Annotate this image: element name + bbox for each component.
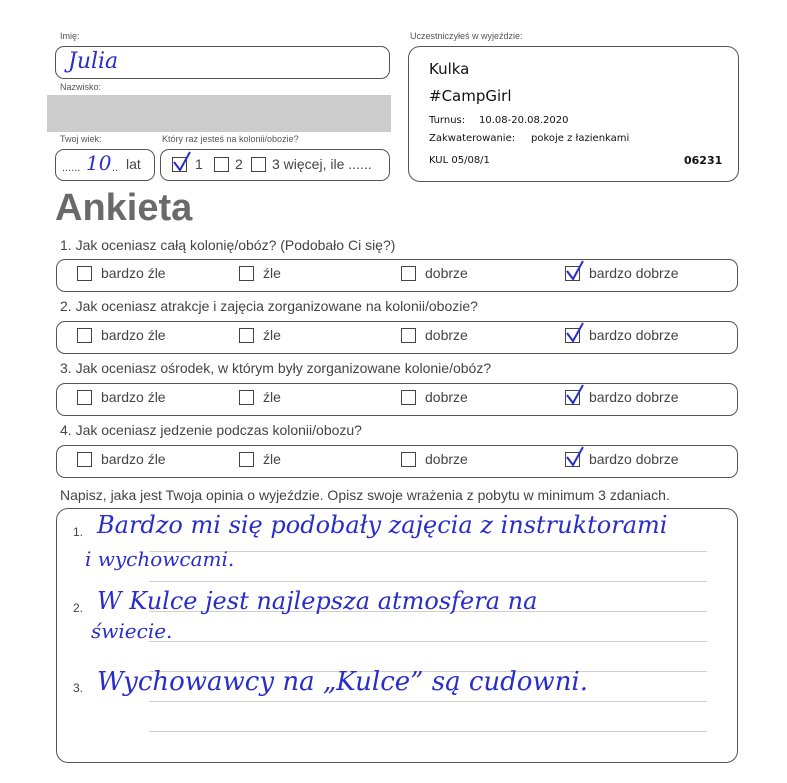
checkbox[interactable] bbox=[77, 390, 92, 405]
camp-code: KUL 05/08/1 bbox=[429, 155, 490, 166]
option-label: źle bbox=[263, 451, 281, 467]
turnus-value: 10.08-20.08.2020 bbox=[479, 115, 569, 126]
opinion-box[interactable] bbox=[56, 508, 738, 763]
entry-1-line1: Bardzo mi się podobały zajęcia z instruktorami bbox=[97, 511, 668, 539]
surname-label: Nazwisko: bbox=[60, 82, 102, 92]
age-value: 10 bbox=[86, 151, 112, 175]
q1-option-dobrze[interactable] bbox=[401, 265, 468, 281]
checkbox-checked[interactable] bbox=[565, 328, 580, 343]
ruled-line bbox=[149, 701, 707, 702]
q4-option-dobrze[interactable] bbox=[401, 451, 468, 467]
checkbox[interactable] bbox=[401, 452, 416, 467]
option-label: źle bbox=[263, 327, 281, 343]
checkbox[interactable] bbox=[401, 328, 416, 343]
visit-option-3-label: 3 więcej, ile ...... bbox=[272, 156, 372, 172]
age-label: Twoj wiek: bbox=[60, 134, 102, 144]
checkbox[interactable] bbox=[239, 452, 254, 467]
q2-option-bardzo-dobrze[interactable] bbox=[565, 327, 679, 343]
q1-option-zle[interactable] bbox=[239, 265, 281, 281]
ruled-line bbox=[149, 731, 707, 732]
turnus-label: Turnus: bbox=[429, 115, 466, 126]
q2-option-zle[interactable] bbox=[239, 327, 281, 343]
checkbox[interactable] bbox=[401, 390, 416, 405]
checkmark-icon bbox=[564, 445, 586, 469]
accommodation-label: Zakwaterowanie: bbox=[429, 133, 516, 144]
checkbox[interactable] bbox=[77, 328, 92, 343]
camp-hashtag: #CampGirl bbox=[429, 87, 512, 105]
checkbox[interactable] bbox=[77, 266, 92, 281]
camp-number: 06231 bbox=[684, 154, 723, 167]
option-label: dobrze bbox=[425, 265, 468, 281]
checkbox[interactable] bbox=[77, 452, 92, 467]
checkbox-checked[interactable] bbox=[565, 266, 580, 281]
visit-field bbox=[160, 149, 390, 181]
entry-3-number: 3. bbox=[73, 681, 84, 695]
checkbox[interactable] bbox=[239, 390, 254, 405]
entry-1-number: 1. bbox=[73, 525, 84, 539]
camp-name: Kulka bbox=[429, 60, 470, 78]
question-1-options bbox=[56, 259, 738, 292]
name-label: Imię: bbox=[60, 31, 80, 41]
question-1-text: 1. Jak oceniasz całą kolonię/obóz? (Podobało Ci się?) bbox=[60, 237, 396, 253]
q4-option-bardzo-dobrze[interactable] bbox=[565, 451, 679, 467]
entry-2-line1: W Kulce jest najlepsza atmosfera na bbox=[97, 587, 538, 615]
q2-option-dobrze[interactable] bbox=[401, 327, 468, 343]
visit-option-3-checkbox[interactable] bbox=[251, 157, 266, 172]
entry-1-line2: i wychowcami. bbox=[85, 547, 235, 571]
entry-2-line2: świecie. bbox=[91, 619, 173, 643]
option-label: źle bbox=[263, 265, 281, 281]
participant-label: Uczestniczyłeś w wyjeździe: bbox=[410, 31, 523, 41]
checkmark-icon bbox=[564, 321, 586, 345]
name-field[interactable] bbox=[55, 46, 390, 79]
visit-option-2-checkbox[interactable] bbox=[214, 157, 229, 172]
camp-card bbox=[408, 46, 739, 182]
question-3-options bbox=[56, 383, 738, 416]
question-4-options bbox=[56, 445, 738, 478]
option-label: bardzo dobrze bbox=[589, 389, 679, 405]
q3-option-bardzo-zle[interactable] bbox=[77, 389, 166, 405]
option-label: bardzo źle bbox=[101, 265, 166, 281]
checkbox[interactable] bbox=[239, 266, 254, 281]
q4-option-bardzo-zle[interactable] bbox=[77, 451, 166, 467]
option-label: dobrze bbox=[425, 389, 468, 405]
option-label: bardzo dobrze bbox=[589, 451, 679, 467]
entry-3-line1: Wychowawcy na „Kulce” są cudowni. bbox=[97, 667, 589, 697]
age-dots-after: .. bbox=[112, 162, 119, 174]
option-label: dobrze bbox=[425, 327, 468, 343]
q3-option-zle[interactable] bbox=[239, 389, 281, 405]
q4-option-zle[interactable] bbox=[239, 451, 281, 467]
survey-title: Ankieta bbox=[55, 187, 193, 229]
visit-label: Który raz jesteś na kolonii/obozie? bbox=[162, 134, 299, 144]
option-label: źle bbox=[263, 389, 281, 405]
q2-option-bardzo-zle[interactable] bbox=[77, 327, 166, 343]
ruled-line bbox=[149, 581, 707, 582]
checkbox-checked[interactable] bbox=[565, 452, 580, 467]
age-field[interactable] bbox=[55, 149, 155, 181]
option-label: bardzo źle bbox=[101, 389, 166, 405]
q1-option-bardzo-zle[interactable] bbox=[77, 265, 166, 281]
option-label: bardzo dobrze bbox=[589, 327, 679, 343]
checkbox[interactable] bbox=[401, 266, 416, 281]
question-3-text: 3. Jak oceniasz ośrodek, w którym były zorganizowane kolonie/obóz? bbox=[60, 360, 492, 376]
ruled-line bbox=[149, 641, 707, 642]
opinion-prompt: Napisz, jaka jest Twoja opinia o wyjeździe. Opisz swoje wrażenia z pobytu w minimum 3 zdaniach. bbox=[60, 487, 670, 503]
name-value: Julia bbox=[68, 49, 119, 74]
q3-option-dobrze[interactable] bbox=[401, 389, 468, 405]
checkbox[interactable] bbox=[239, 328, 254, 343]
option-label: dobrze bbox=[425, 451, 468, 467]
checkmark-icon bbox=[564, 383, 586, 407]
question-2-options bbox=[56, 321, 738, 354]
visit-option-1-checkbox[interactable] bbox=[172, 157, 187, 172]
option-label: bardzo źle bbox=[101, 451, 166, 467]
age-unit: lat bbox=[126, 156, 141, 172]
age-dots-before: ...... bbox=[62, 162, 81, 174]
question-4-text: 4. Jak oceniasz jedzenie podczas kolonii/obozu? bbox=[60, 422, 362, 438]
option-label: bardzo źle bbox=[101, 327, 166, 343]
surname-redaction bbox=[47, 95, 391, 132]
visit-option-1-label: 1 bbox=[195, 156, 203, 172]
checkmark-icon bbox=[564, 259, 586, 283]
visit-option-2-label: 2 bbox=[235, 156, 243, 172]
question-2-text: 2. Jak oceniasz atrakcje i zajęcia zorganizowane na kolonii/obozie? bbox=[60, 298, 478, 314]
accommodation-value: pokoje z łazienkami bbox=[531, 133, 630, 144]
q1-option-bardzo-dobrze[interactable] bbox=[565, 265, 679, 281]
checkmark-icon bbox=[171, 150, 193, 174]
q3-option-bardzo-dobrze[interactable] bbox=[565, 389, 679, 405]
checkbox-checked[interactable] bbox=[565, 390, 580, 405]
option-label: bardzo dobrze bbox=[589, 265, 679, 281]
entry-2-number: 2. bbox=[73, 601, 84, 615]
